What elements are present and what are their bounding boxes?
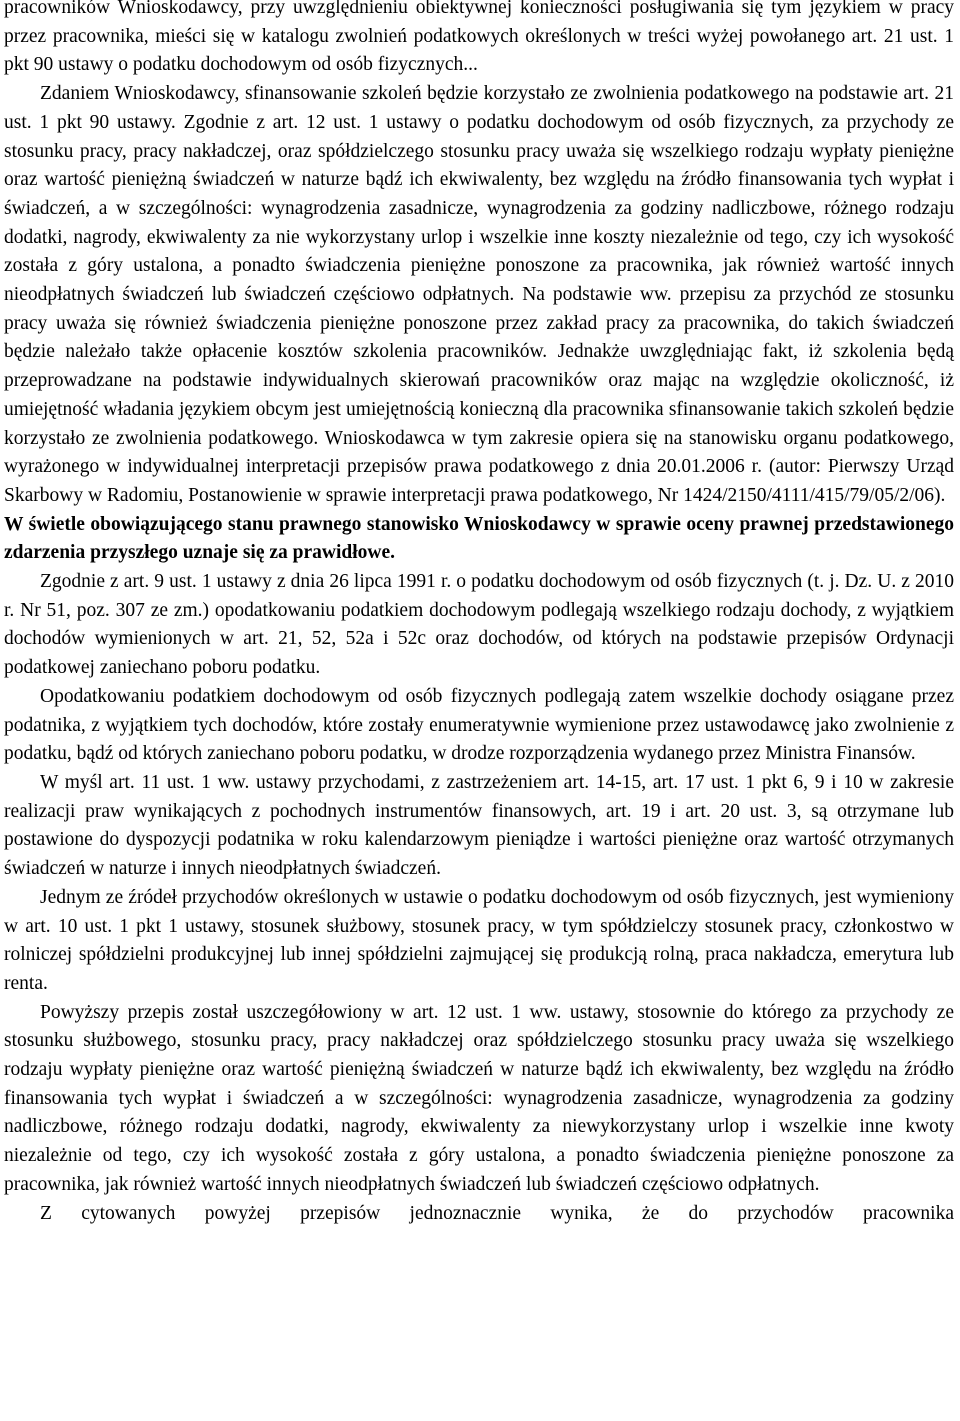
paragraph-art-11: W myśl art. 11 ust. 1 ww. ustawy przychodami, z zastrzeżeniem art. 14-15, art. 17 ust. 1 pkt 6, 9 i 10 w zakresie realizacji praw wynikających z pochodnych instrumentów finansowych, art. 19 i art. 20 ust. 3, są otrzymane lub postawione do dyspozycji podatnika w roku kalendarzowym pieniądze i wartości pieniężne oraz wartość otrzymanych świadczeń w naturze i innych nieodpłatnych świadczeń. — [4, 771, 954, 880]
paragraph-taxable-income: Opodatkowaniu podatkiem dochodowym od osób fizycznych podlegają zatem wszelkie dochody osiągane przez podatnika, z wyjątkiem tych dochodów, które zostały enumeratywnie wymienione przez ustawodawcę jako zwolnienie z podatku, bądź od których zaniechano poboru podatku, w drodze rozporządzenia wydanego przez Ministra Finansów. — [4, 685, 954, 765]
paragraph-art-12: Powyższy przepis został uszczegółowiony w art. 12 ust. 1 ww. ustawy, stosownie do którego za przychody ze stosunku służbowego, stosunku pracy, pracy nakładczej oraz spółdzielczego stosunku pracy uważa się wszelkiego rodzaju wypłaty pieniężne oraz wartość pieniężną świadczeń w naturze bądź ich ekwiwalenty, bez względu na źródło finansowania tych wypłat i świadczeń a w szczególności: wynagrodzenia zasadnicze, wynagrodzenia za godziny nadliczbowe, różnego rodzaju dodatki, nagrody, ekwiwalenty za niewykorzystany urlop i wszelkie inne kwoty niezależnie od tego, czy ich wysokość została z góry ustalona, a ponadto świadczenia pieniężne ponoszone za pracownika, jak również wartość innych nieodpłatnych świadczeń lub świadczeń częściowo odpłatnych. — [4, 1001, 954, 1195]
paragraph-applicant-position: Zdaniem Wnioskodawcy, sfinansowanie szkoleń będzie korzystało ze zwolnienia podatkowego na podstawie art. 21 ust. 1 pkt 90 ustawy. Zgodnie z art. 12 ust. 1 ustawy o podatku dochodowym od osób fizycznych, za przychody ze stosunku pracy, pracy nakładczej, oraz spółdzielczego stosunku pracy uważa się wszelkiego rodzaju wypłaty pieniężne oraz wartość pieniężną świadczeń w naturze bądź ich ekwiwalenty, bez względu na źródło finansowania tych wypłat i świadczeń, a w szczególności: wynagrodzenia zasadnicze, wynagrodzenia za godziny nadliczbowe, różnego rodzaju dodatki, nagrody, ekwiwalenty za nie wykorzystany urlop i wszelkie inne koszty niezależnie od tego, czy ich wysokość została z góry ustalona, a ponadto świadczenia pieniężne ponoszone za pracownika, jak również wartość innych nieodpłatnych świadczeń lub świadczeń częściowo odpłatnych. Na podstawie ww. przepisu za przychód ze stosunku pracy uważa się również świadczenia pieniężne ponoszone przez zakład pracy za pracownika, do takich świadczeń będzie należało także opłacenie kosztów szkolenia pracowników. Jednakże uwzględniając fakt, iż szkolenia będą przeprowadzane na podstawie indywidualnych skierowań pracowników oraz mając na względzie okoliczność, iż umiejętność władania językiem obcym jest umiejętnością konieczną dla pracownika sfinansowanie takich szkoleń będzie korzystało ze zwolnienia podatkowego. Wnioskodawca w tym zakresie opiera się na stanowisku organu podatkowego, wyrażonego w indywidualnej interpretacji przepisów prawa podatkowego z dnia 20.01.2006 r. (autor: Pierwszy Urząd Skarbowy w Radomiu, Postanowienie w sprawie interpretacji prawa podatkowego, Nr 1424/2150/4111/415/79/05/2/06). — [4, 83, 954, 506]
paragraph-continuation: pracowników Wnioskodawcy, przy uwzględnieniu obiektywnej konieczności posługiwania się tym językiem w pracy przez pracownika, mieści się w katalogu zwolnień podatkowych określonych w treści wyżej powołanego art. 21 ust. 1 pkt 90 ustawy o podatku dochodowym od osób fizycznych... — [4, 0, 954, 76]
paragraph-art-9: Zgodnie z art. 9 ust. 1 ustawy z dnia 26 lipca 1991 r. o podatku dochodowym od osób fizycznych (t. j. Dz. U. z 2010 r. Nr 51, poz. 307 ze zm.) opodatkowaniu podatkiem dochodowym podlegają wszelkiego rodzaju dochody, z wyjątkiem dochodów wymienionych w art. 21, 52, 52a i 52c oraz dochodów, od których na podstawie przepisów Ordynacji podatkowej zaniechano poboru podatku. — [4, 571, 954, 679]
paragraph-art-10: Jednym ze źródeł przychodów określonych w ustawie o podatku dochodowym od osób fizycznych, jest wymieniony w art. 10 ust. 1 pkt 1 ustawy, stosunek służbowy, stosunek pracy, w tym spółdzielczy stosunek pracy, członkostwo w rolniczej spółdzielni produkcyjnej lub innej spółdzielni zajmującej się produkcją rolną, praca nakładcza, emerytura lub renta. — [4, 886, 954, 994]
paragraph-conclusion: Z cytowanych powyżej przepisów jednoznacznie wynika, że do przychodów pracownika — [40, 1202, 954, 1224]
paragraph-assessment: W świetle obowiązującego stanu prawnego stanowisko Wnioskodawcy w sprawie oceny prawnej przedstawionego zdarzenia przyszłego uznaje się za prawidłowe. — [4, 513, 954, 564]
